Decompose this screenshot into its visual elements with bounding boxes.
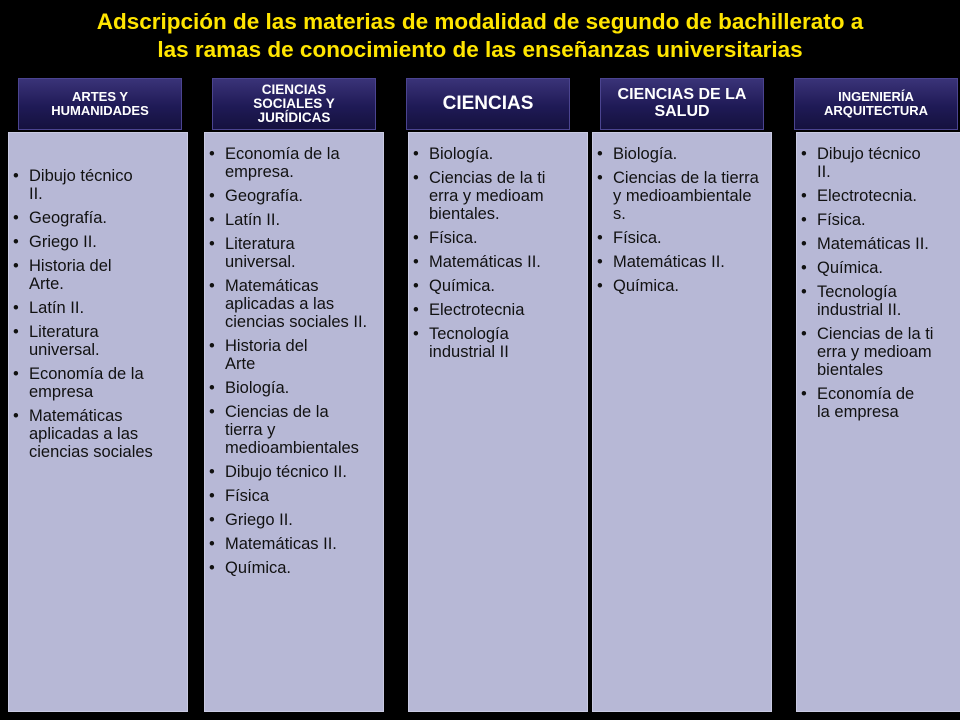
list-item: • Biología. — [593, 145, 771, 163]
list-item: • Física. — [797, 211, 960, 229]
subject-list — [797, 145, 960, 421]
list-item: • Ciencias de la tierra y medioambientales. — [409, 169, 549, 223]
column-header-label: CIENCIAS — [442, 93, 534, 115]
list-item: • Literatura universal. — [9, 323, 139, 359]
list-item: • Física. — [409, 229, 587, 247]
title-line-1: Adscripción de las materias de modalidad de segundo de bachillerato a — [96, 9, 864, 34]
column-header-label: CIENCIAS SOCIALES Y JURÍDICAS — [253, 81, 335, 126]
list-item: • Química. — [797, 259, 960, 277]
list-item: • Matemáticas aplicadas a las ciencias sociales — [9, 407, 159, 461]
list-item: • Matemáticas aplicadas a las ciencias sociales II. — [205, 277, 373, 331]
list-item: • Física — [205, 487, 383, 505]
list-item: • Tecnología industrial II — [409, 325, 549, 361]
list-item: • Matemáticas II. — [409, 253, 559, 271]
list-item: • Matemáticas II. — [205, 535, 383, 553]
list-item: • Ciencias de la tierra y medioambientales — [797, 325, 937, 379]
list-item: • Electrotecnia — [409, 301, 547, 319]
list-item: • Matemáticas II. — [593, 253, 771, 271]
list-item: • Matemáticas II. — [797, 235, 947, 253]
column-header-ingenieria-arquitectura — [794, 78, 958, 130]
list-item: • Biología. — [205, 379, 383, 397]
column-body-ingenieria-arquitectura — [796, 132, 960, 712]
list-item: • Latín II. — [205, 211, 383, 229]
column-header-ciencias — [406, 78, 570, 130]
list-item: • Dibujo técnico II. — [9, 167, 139, 203]
list-item: • Ciencias de la tierra y medioambientales. — [593, 169, 761, 223]
list-item: • Electrotecnia. — [797, 187, 937, 205]
column-header-label: CIENCIAS DE LA SALUD — [617, 86, 747, 120]
list-item: • Química. — [593, 277, 771, 295]
column-header-artes-humanidades — [18, 78, 182, 130]
list-item: • Biología. — [409, 145, 587, 163]
list-item: • Geografía. — [9, 209, 187, 227]
list-item: • Historia del Arte — [205, 337, 335, 373]
column-header-ciencias-sociales-juridicas — [212, 78, 376, 130]
subject-list — [593, 145, 771, 295]
list-item: • Dibujo técnico II. — [797, 145, 927, 181]
list-item: • Historia del Arte. — [9, 257, 149, 293]
list-item: • Ciencias de la tierra y medioambientales — [205, 403, 365, 457]
column-body-artes-humanidades — [8, 132, 188, 712]
title-line-2: las ramas de conocimiento de las enseñanzas universitarias — [157, 37, 803, 62]
list-item: • Economía de la empresa — [9, 365, 169, 401]
list-item: • Literatura universal. — [205, 235, 335, 271]
subject-list — [205, 145, 383, 577]
column-header-label: INGENIERÍA ARQUITECTURA — [824, 89, 928, 118]
list-item: • Griego II. — [9, 233, 187, 251]
subject-list — [9, 167, 187, 461]
list-item: • Economía de la empresa. — [205, 145, 355, 181]
list-item: • Química. — [205, 559, 383, 577]
column-header-ciencias-salud — [600, 78, 764, 130]
list-item: • Latín II. — [9, 299, 187, 317]
subject-list — [409, 145, 587, 361]
column-header-label: ARTES Y HUMANIDADES — [51, 89, 149, 118]
column-body-ciencias-salud — [592, 132, 772, 712]
list-item: • Tecnología industrial II. — [797, 283, 947, 319]
column-body-ciencias — [408, 132, 588, 712]
column-body-ciencias-sociales-juridicas — [204, 132, 384, 712]
list-item: • Griego II. — [205, 511, 383, 529]
list-item: • Física. — [593, 229, 771, 247]
list-item: • Geografía. — [205, 187, 383, 205]
list-item: • Dibujo técnico II. — [205, 463, 365, 481]
list-item: • Economía de la empresa — [797, 385, 917, 421]
slide-title — [0, 8, 960, 64]
list-item: • Química. — [409, 277, 587, 295]
